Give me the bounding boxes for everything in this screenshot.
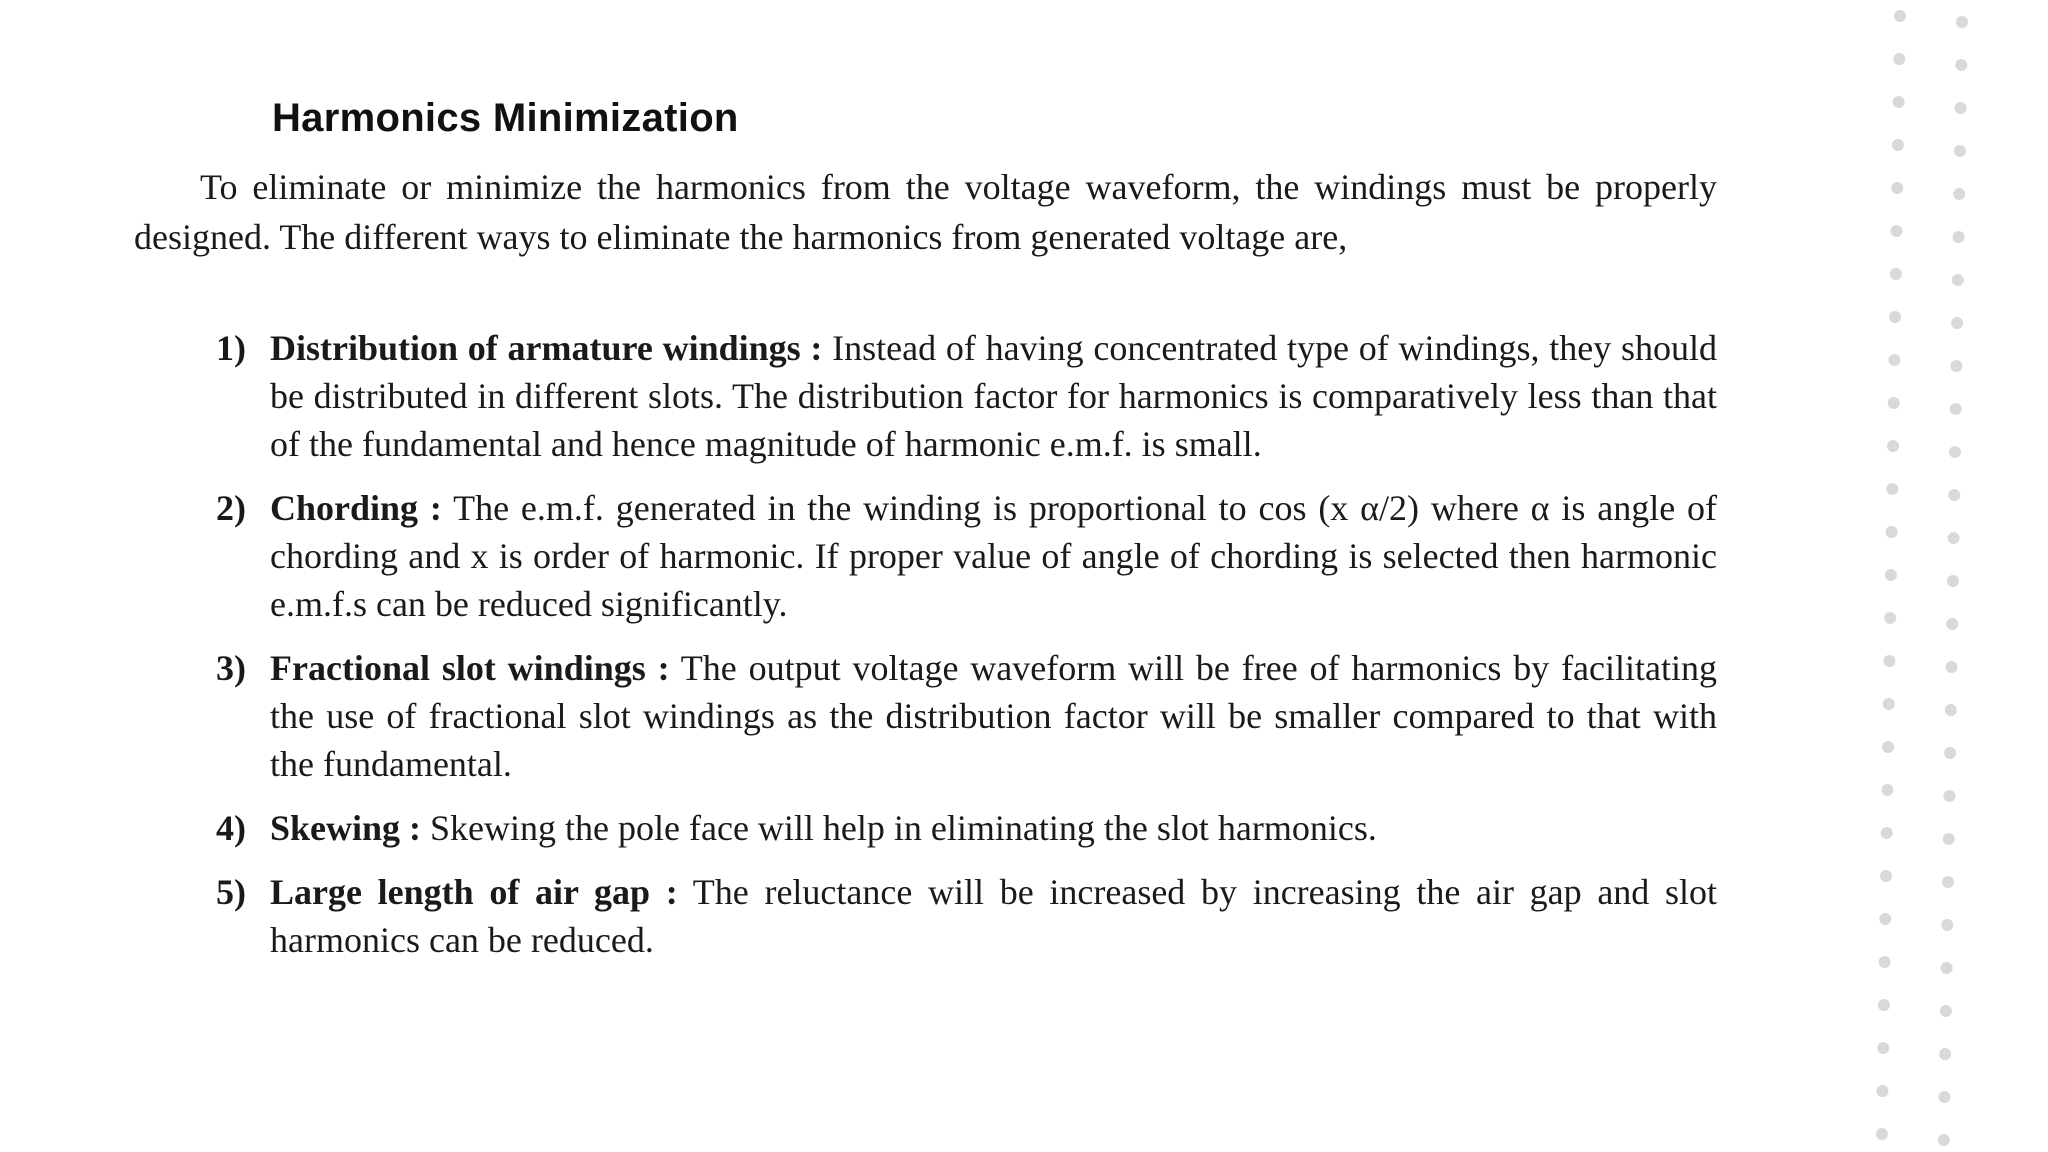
dot-icon: [1947, 575, 1959, 587]
list-item-number: 4): [216, 808, 246, 848]
page-title: Harmonics Minimization: [272, 96, 739, 140]
dot-icon: [1953, 188, 1965, 200]
dot-icon: [1946, 661, 1958, 673]
dot-icon: [1877, 1085, 1889, 1097]
dot-icon: [1940, 1005, 1952, 1017]
dot-icon: [1876, 1128, 1888, 1140]
list-item: [134, 868, 1717, 964]
dot-icon: [1888, 354, 1900, 366]
dot-icon: [1886, 483, 1898, 495]
list-item-title: Distribution of armature windings :: [270, 328, 823, 368]
dot-icon: [1954, 145, 1966, 157]
method-list: [134, 324, 1717, 980]
dot-icon: [1939, 1048, 1951, 1060]
list-item-title: Fractional slot windings :: [270, 648, 670, 688]
dot-icon: [1883, 698, 1895, 710]
list-item: [134, 804, 1717, 852]
list-item-number: 1): [216, 328, 246, 368]
list-item-text: The reluctance will be increased by increasing the air gap and slot harmonics can be reduced.: [270, 872, 1717, 960]
list-item-text: The e.m.f. generated in the winding is proportional to cos (x α/2) where α is angle of chording and x is order of harmonic. If proper value of angle of chording is selected then harmonic e.m.f.s can be reduced significantly.: [270, 488, 1718, 624]
dot-icon: [1881, 784, 1893, 796]
dot-icon: [1877, 1042, 1889, 1054]
dot-icon: [1888, 397, 1900, 409]
dot-icon: [1953, 231, 1965, 243]
dot-icon: [1944, 747, 1956, 759]
dot-icon: [1884, 612, 1896, 624]
dot-icon: [1881, 827, 1893, 839]
list-item-title: Chording :: [270, 488, 442, 528]
dot-icon: [1878, 999, 1890, 1011]
list-item-text: Skewing the pole face will help in eliminating the slot harmonics.: [421, 808, 1377, 848]
dot-icon: [1946, 618, 1958, 630]
dot-icon: [1955, 102, 1967, 114]
list-item: [134, 644, 1717, 788]
dot-icon: [1893, 53, 1905, 65]
list-item-number: 2): [216, 488, 246, 528]
list-item: [134, 484, 1717, 628]
dot-icon: [1943, 790, 1955, 802]
list-item-number: 3): [216, 648, 246, 688]
dot-icon: [1955, 59, 1967, 71]
dot-icon: [1938, 1134, 1950, 1146]
list-item-text: Instead of having concentrated type of windings, they should be distributed in different slots. The distribution factor for harmonics is comparatively less than that of the fundamental and hence magnitude of harmonic e.m.f. is small.: [270, 328, 1717, 464]
dot-icon: [1879, 956, 1891, 968]
decorative-dots: [1870, 0, 1980, 1152]
dot-icon: [1886, 526, 1898, 538]
dot-icon: [1885, 569, 1897, 581]
dot-icon: [1892, 139, 1904, 151]
dot-icon: [1941, 962, 1953, 974]
dot-icon: [1948, 532, 1960, 544]
dot-icon: [1882, 741, 1894, 753]
dot-icon: [1948, 489, 1960, 501]
dot-icon: [1887, 440, 1899, 452]
dot-icon: [1891, 225, 1903, 237]
dot-icon: [1889, 311, 1901, 323]
list-item-number: 5): [216, 872, 246, 912]
dot-icon: [1956, 16, 1968, 28]
intro-paragraph: To eliminate or minimize the harmonics from the voltage waveform, the windings must be properly designed. The different ways to eliminate the harmonics from generated voltage are,: [134, 167, 1717, 257]
dot-icon: [1884, 655, 1896, 667]
dot-icon: [1880, 870, 1892, 882]
dot-icon: [1945, 704, 1957, 716]
dot-icon: [1950, 403, 1962, 415]
dot-icon: [1891, 182, 1903, 194]
dot-icon: [1879, 913, 1891, 925]
dot-icon: [1893, 96, 1905, 108]
dot-icon: [1943, 833, 1955, 845]
list-item-text: The output voltage waveform will be free of harmonics by facilitating the use of fractional slot windings as the distribution factor will be smaller compared to that with the fundamental.: [270, 648, 1718, 784]
list-item-title: Skewing :: [270, 808, 422, 848]
dot-icon: [1942, 876, 1954, 888]
dot-icon: [1949, 446, 1961, 458]
dot-icon: [1941, 919, 1953, 931]
dot-icon: [1894, 10, 1906, 22]
list-item-title: Large length of air gap :: [270, 872, 678, 912]
dot-icon: [1951, 317, 1963, 329]
dot-icon: [1939, 1091, 1951, 1103]
dot-icon: [1952, 274, 1964, 286]
dot-icon: [1950, 360, 1962, 372]
dot-icon: [1890, 268, 1902, 280]
list-item: [134, 324, 1717, 468]
